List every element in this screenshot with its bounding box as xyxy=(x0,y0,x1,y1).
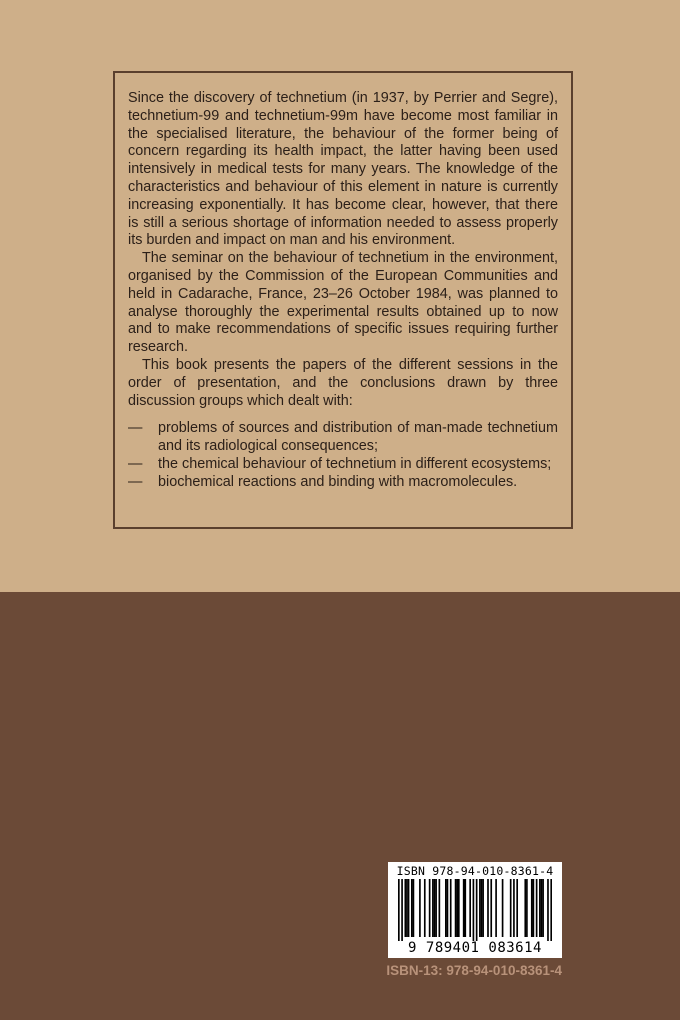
barcode-digits: 9 789401 083614 xyxy=(408,940,542,956)
barcode-bar xyxy=(547,879,549,941)
barcode-bar xyxy=(531,879,533,937)
barcode-bar xyxy=(419,879,421,937)
barcode-bar xyxy=(502,879,504,937)
barcode-bar xyxy=(435,879,437,937)
barcode-bar xyxy=(408,879,410,937)
barcode-bar xyxy=(413,879,415,937)
list-marker: — xyxy=(128,455,143,472)
cover-bottom-panel xyxy=(0,592,680,1020)
barcode-bar xyxy=(432,879,434,937)
barcode-bar xyxy=(510,879,512,937)
list-item xyxy=(128,420,558,456)
barcode-bar xyxy=(456,879,458,937)
list-item-text: biochemical reactions and binding with macromolecules. xyxy=(158,473,518,490)
barcode-bars xyxy=(398,879,552,941)
barcode-bar xyxy=(469,879,471,937)
list-item-text: problems of sources and distribution of man-made technetium and its radiological consequences; xyxy=(158,420,558,455)
barcode-bar xyxy=(411,879,413,937)
barcode-bar xyxy=(434,879,436,937)
list-marker: — xyxy=(128,473,143,490)
barcode-bar xyxy=(490,879,492,937)
barcode-bar xyxy=(447,879,449,937)
barcode-bar xyxy=(404,879,406,937)
barcode-bar xyxy=(487,879,489,937)
barcode-bar xyxy=(458,879,460,937)
barcode-bar xyxy=(445,879,447,937)
barcode-bar xyxy=(541,879,543,937)
barcode-bar xyxy=(536,879,538,937)
barcode-bar xyxy=(429,879,431,937)
barcode-bar xyxy=(406,879,408,937)
barcode-bar xyxy=(482,879,484,937)
barcode-bar xyxy=(481,879,483,937)
barcode-bar xyxy=(473,879,475,941)
blurb-paragraph-3: This book presents the papers of the different sessions in the order of presentation, and the conclusions drawn by three discussion groups which dealt with: xyxy=(128,356,558,409)
barcode-bar xyxy=(524,879,526,937)
isbn13-label: ISBN-13: 978-94-010-8361-4 xyxy=(386,963,562,978)
blurb-box xyxy=(113,71,573,529)
barcode-bar xyxy=(464,879,466,937)
barcode-bar xyxy=(479,879,481,937)
barcode-isbn-text: ISBN 978-94-010-8361-4 xyxy=(396,864,554,878)
list-item-text: the chemical behaviour of technetium in different ecosystems; xyxy=(158,455,552,472)
barcode-bar xyxy=(401,879,403,941)
barcode-bar xyxy=(495,879,497,937)
barcode-bar xyxy=(450,879,452,937)
barcode-bar xyxy=(550,879,552,941)
blurb-paragraph-1: Since the discovery of technetium (in 1937, by Perrier and Segre), technetium-99 and technetium-99m have become most familiar in the specialised literature, the behaviour of the former being of concern regarding its health impact, the latter having been used intensively in medical tests for many years. The knowledge of the characteristics and behaviour of this element in nature is currently increasing exponentially. It has become clear, however, that there is still a serious shortage of information needed to assess properly its burden and impact on man and his environment. xyxy=(128,90,558,249)
barcode-bar xyxy=(455,879,457,937)
barcode-bar xyxy=(463,879,465,937)
barcode-bar xyxy=(398,879,400,941)
barcode-bar xyxy=(476,879,478,941)
barcode-bar xyxy=(539,879,541,937)
list-item xyxy=(128,474,558,492)
barcode-bar xyxy=(424,879,426,937)
list-item xyxy=(128,456,558,474)
barcode xyxy=(388,862,562,958)
barcode-bar xyxy=(533,879,535,937)
topics-list xyxy=(128,420,558,491)
barcode-bar xyxy=(513,879,515,937)
list-marker: — xyxy=(128,420,143,437)
blurb-paragraph-2: The seminar on the behaviour of technetium in the environment, organised by the Commission of the European Communities and held in Cadarache, France, 23–26 October 1984, was planned to analyse thoroughly the experimental results obtained up to now and to make recommendations of specific issues requiring further research. xyxy=(128,250,558,356)
barcode-bar xyxy=(526,879,528,937)
barcode-bar xyxy=(542,879,544,937)
barcode-bar xyxy=(516,879,518,937)
barcode-bar xyxy=(439,879,441,937)
